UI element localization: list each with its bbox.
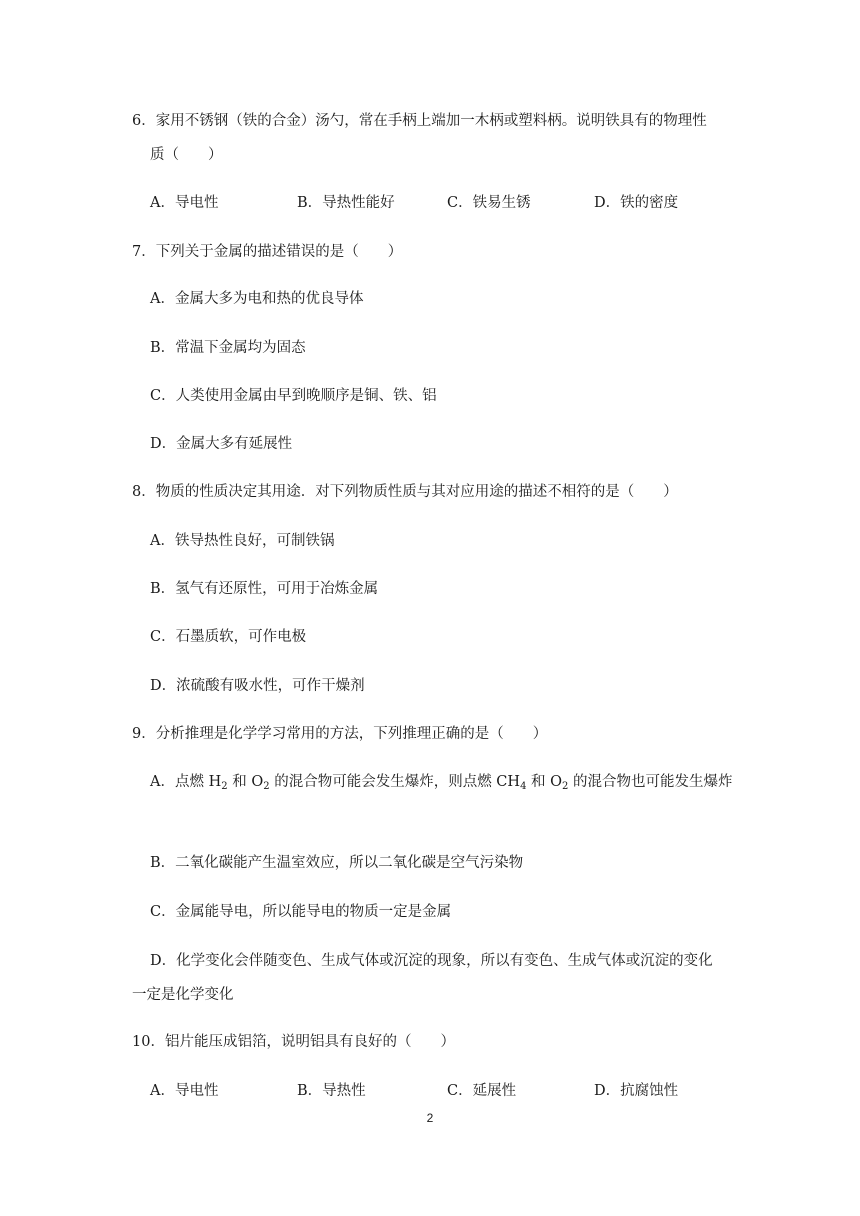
question-8-option-a: A．铁导热性良好，可制铁锅 [150, 533, 335, 549]
question-6-option-c: C．铁易生锈 [447, 195, 531, 211]
question-9-option-d-line-1: D．化学变化会伴随变色、生成气体或沉淀的现象，所以有变色、生成气体或沉淀的变化 [150, 953, 713, 969]
question-10-option-d: D．抗腐蚀性 [594, 1083, 679, 1099]
question-10-stem: 10．铝片能压成铝箔，说明铝具有良好的（ ） [132, 1034, 455, 1050]
subscript-2: 2 [221, 781, 228, 792]
question-7-option-c: C．人类使用金属由早到晚顺序是铜、铁、铝 [150, 388, 437, 404]
option-a-text-5: 的混合物也可能发生爆炸 [568, 774, 733, 790]
subscript-4: 4 [520, 781, 527, 792]
question-9-option-b: B．二氧化碳能产生温室效应，所以二氧化碳是空气污染物 [150, 855, 524, 871]
page-number: 2 [426, 1111, 434, 1125]
question-9-stem: 9．分析推理是化学学习常用的方法，下列推理正确的是（ ） [132, 726, 548, 742]
option-a-text-4: 和 O [526, 774, 563, 790]
question-10-option-b: B．导热性 [297, 1083, 366, 1099]
question-8-option-c: C．石墨质软，可作电极 [150, 629, 307, 645]
question-10-option-a: A．导电性 [150, 1083, 219, 1099]
question-9-option-d-line-2: 一定是化学变化 [132, 987, 234, 1003]
option-a-text-2: 和 O [227, 774, 264, 790]
question-6-option-b: B．导热性能好 [297, 195, 395, 211]
question-8-option-d: D．浓硫酸有吸水性，可作干燥剂 [150, 678, 365, 694]
question-6-option-d: D．铁的密度 [594, 195, 679, 211]
question-7-option-d: D．金属大多有延展性 [150, 436, 293, 452]
question-6-stem-line-2: 质（ ） [150, 147, 223, 163]
question-8-stem: 8．物质的性质决定其用途．对下列物质性质与其对应用途的描述不相符的是（ ） [132, 484, 678, 500]
question-7-stem: 7．下列关于金属的描述错误的是（ ） [132, 244, 403, 260]
question-9-option-c: C．金属能导电，所以能导电的物质一定是金属 [150, 904, 452, 920]
question-6-option-a: A．导电性 [150, 195, 219, 211]
option-a-text-3: 的混合物可能会发生爆炸，则点燃 CH [269, 774, 521, 790]
option-a-text-1: A．点燃 H [150, 774, 222, 790]
question-10-option-c: C．延展性 [447, 1083, 517, 1099]
question-6-stem-line-1: 6．家用不锈钢（铁的合金）汤勺，常在手柄上端加一木柄或塑料柄。说明铁具有的物理性 [132, 113, 707, 129]
question-8-option-b: B．氢气有还原性，可用于冶炼金属 [150, 581, 379, 597]
subscript-2: 2 [562, 781, 569, 792]
question-7-option-a: A．金属大多为电和热的优良导体 [150, 291, 364, 307]
question-9-option-a [150, 772, 733, 792]
subscript-2: 2 [263, 781, 270, 792]
question-7-option-b: B．常温下金属均为固态 [150, 340, 306, 356]
